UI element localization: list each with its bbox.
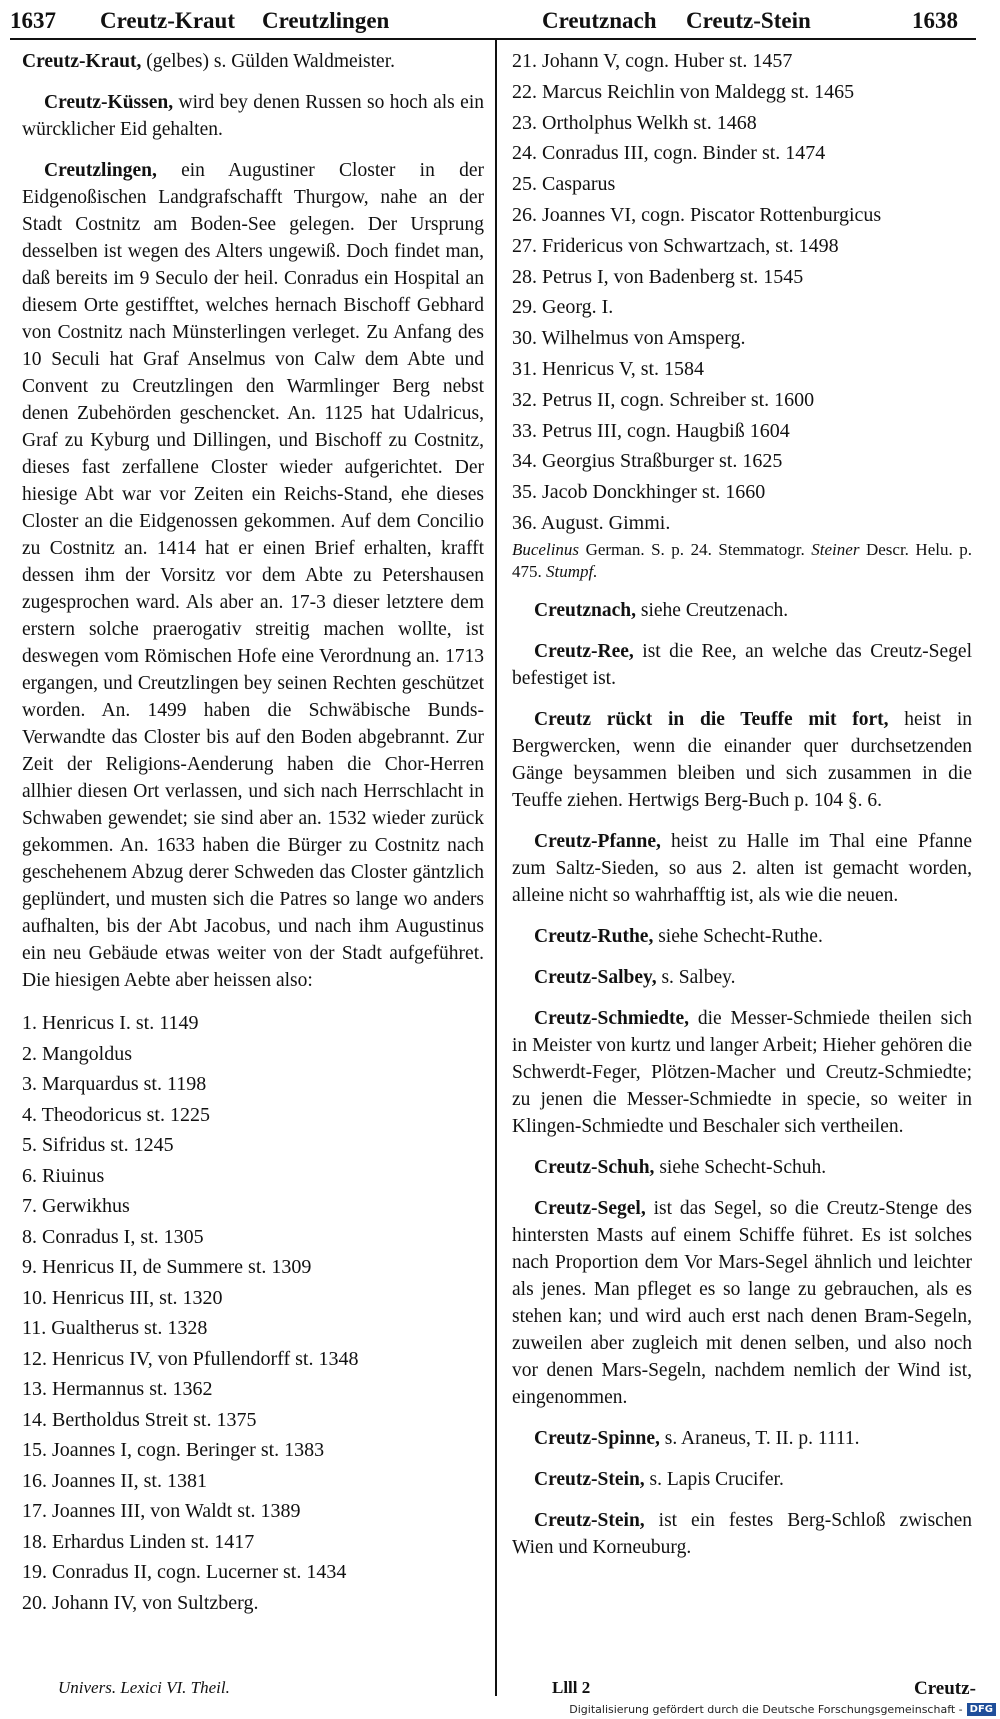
entry-creutz-stein-2 <box>512 1507 972 1561</box>
list-item: 22. Marcus Reichlin von Maldegg st. 1465 <box>512 80 855 103</box>
citation-text: German. S. p. 24. Stemmatogr. <box>579 539 812 559</box>
header-rule <box>10 38 976 40</box>
citation <box>512 539 972 583</box>
list-item: 35. Jacob Donckhinger st. 1660 <box>512 481 766 504</box>
entry-text: ein Augustiner Closter in der Eidgenoßischen Landgrafschafft Thurgow, nahe an der Stadt Costnitz am Boden-See gelegen. Der Ursprung desselben ist wegen des Alters ungewiß. Doch findet man, daß bereits im 9 Seculo der heil. Conradus ein Hospital an diesem Orte gestifftet, welches hernach Bischoff Gebhard von Costnitz nach Münsterlingen verleget. Zu Anfang des 10 Seculi hat Graf Anselmus von Calw dem Abte und Convent zu Creutzlingen den Warmlinger Berg nebst denen Zubehörden geschencket. An. 1125 hat Udalricus, Graf zu Kyburg und Dillingen, und Bischoff zu Costnitz, dieses fast zerfallene Closter wieder aufgerichtet. Der hiesige Abt war vor Zeiten ein Reichs-Stand, ehe dieses Closter an die Eidgenossen gekommen. Auf dem Concilio zu Costnitz an. 1414 hat er einen Brief erhalten, krafft dessen ihm der Vorsitz vor dem Abte zu Petershausen zugesprochen ward. Als aber an. 17-3 dieser letztere dem erstern solche praerogativ streitig machen wollte, ist deswegen vom Römischen Hofe eine Verordnung an. 1713 ergangen, und Creutzlingen bey seinen Rechten geschützet worden. An. 1499 haben die Schwäbische Bunds-Verwandte das Closter bis auf den Boden abgebrannt. Zur Zeit der Religions-Aenderung haben die Chor-Herren allhier diesen Ort verlassen, und sich nach Herrschlacht in Schwaben gewendet; sie sind aber an. 1532 wieder zurück gekommen. An. 1633 haben die Bürger zu Costnitz nach geschehenem Abzug derer Schweden das Closter gäntzlich geplündert, und musten sich die Patres so lange wo anders aufhalten, bis der Abt Jacobus, und nach ihm Augustinus ein neu Gebäude etwas weiter von der Stadt aufgeführet. Die hiesigen Aebte aber heissen also: <box>22 160 484 991</box>
list-item: 20. Johann IV, von Sultzberg. <box>22 1591 259 1614</box>
lemma: Creutz-Schuh, <box>534 1156 655 1178</box>
list-item: 2. Mangoldus <box>22 1042 132 1065</box>
header-word-left-2: Creutzlingen <box>262 8 390 33</box>
entry-creutz-stein-1 <box>512 1466 972 1493</box>
entry-creutz-ree <box>512 638 972 692</box>
lemma: Creutzlingen, <box>44 160 157 181</box>
list-item: 30. Wilhelmus von Amsperg. <box>512 327 746 350</box>
list-item: 24. Conradus III, cogn. Binder st. 1474 <box>512 142 826 165</box>
signature-mark: Llll 2 <box>552 1678 591 1697</box>
list-item: 32. Petrus II, cogn. Schreiber st. 1600 <box>512 388 815 411</box>
list-item: 31. Henricus V, st. 1584 <box>512 357 705 380</box>
entry-text: siehe Schecht-Ruthe. <box>653 925 823 947</box>
list-item: 12. Henricus IV, von Pfullendorff st. 1348 <box>22 1347 359 1370</box>
lemma: Creutz-Spinne, <box>534 1427 660 1449</box>
footer-text: Digitalisierung gefördert durch die Deutsche Forschungsgemeinschaft - <box>569 1703 963 1716</box>
list-item: 3. Marquardus st. 1198 <box>22 1073 207 1095</box>
list-item: 7. Gerwikhus <box>22 1195 130 1217</box>
list-item: 11. Gualtherus st. 1328 <box>22 1317 208 1339</box>
header-word-left-1: Creutz-Kraut <box>100 8 235 33</box>
list-item: 25. Casparus <box>512 173 616 196</box>
entry-text: (gelbes) s. Gülden Waldmeister. <box>141 51 396 72</box>
lemma: Creutz-Pfanne, <box>534 830 661 852</box>
entry-text: heist zu Halle im Thal eine Pfanne zum Saltz-Sieden, so aus 2. alten ist gemacht worden, alleine nicht so wahrhafftig ist, als wie die neuen. <box>512 830 972 906</box>
page-number-left: 1637 <box>10 8 56 33</box>
citation-author: Stumpf. <box>546 561 598 581</box>
entry-text: die Messer-Schmiede theilen sich in Meister von kurtz und langer Arbeit; Hieher gehören die Schwerdt-Feger, Plötzen-Macher und Creutz-Schmiedte; zu jenen die Messer-Schmiedte in specie, so weiter in Klingen-Schmiedte und Beschaler sich vertheilen. <box>512 1007 972 1137</box>
list-item: 29. Georg. I. <box>512 296 614 319</box>
abbot-list-left <box>22 1008 484 1618</box>
list-item: 16. Joannes II, st. 1381 <box>22 1469 207 1492</box>
header-word-right-1: Creutznach <box>542 8 657 33</box>
list-item: 4. Theodoricus st. 1225 <box>22 1103 210 1126</box>
list-item: 6. Riuinus <box>22 1164 105 1187</box>
volume-signature: Univers. Lexici VI. Theil. <box>58 1678 230 1697</box>
entry-text: ist das Segel, so die Creutz-Stenge des hintersten Masts auf einem Schiffe führet. Es ist solches nach Proportion dem Vor Mars-Segel ähnlich und leichter als jenes. Man pfleget es so lange zu gebrauchen, als es stehen kan; und wird auch erst nach denen Bram-Segeln, zuweilen aber zugleich mit denen selben, und also noch vor denen Mars-Segeln, nachdem nemlich der Wind ist, eingenommen. <box>512 1197 972 1408</box>
lemma: Creutz-Salbey, <box>534 966 657 988</box>
lemma: Creutz-Küssen, <box>44 92 174 113</box>
entry-text: heist in Bergwercken, wenn die einander quer durchsetzenden Gänge beysammen bleiben und sich zusammen in die Teuffe ziehen. Hertwigs Berg-Buch p. 104 §. 6. <box>512 708 972 811</box>
list-item: 23. Ortholphus Welkh st. 1468 <box>512 111 757 134</box>
list-item: 8. Conradus I, st. 1305 <box>22 1225 204 1248</box>
list-item: 5. Sifridus st. 1245 <box>22 1134 174 1156</box>
entry-creutz-salbey <box>512 964 972 991</box>
list-item: 15. Joannes I, cogn. Beringer st. 1383 <box>22 1439 325 1461</box>
entry-text: ist die Ree, an welche das Creutz-Segel befestiget ist. <box>512 640 972 689</box>
entry-creutz-spinne <box>512 1425 972 1452</box>
list-item: 34. Georgius Straßburger st. 1625 <box>512 450 783 473</box>
lemma: Creutz-Stein, <box>534 1468 645 1490</box>
list-item: 28. Petrus I, von Badenberg st. 1545 <box>512 265 804 288</box>
entry-creutz-ruthe <box>512 923 972 950</box>
entry-text: siehe Creutzenach. <box>636 599 789 621</box>
dfg-logo: DFG <box>967 1703 996 1716</box>
entry-creutz-kuessen <box>22 89 484 143</box>
citation-author: Steiner <box>811 539 860 559</box>
entry-creutz-rueckt <box>512 706 972 814</box>
lemma: Creutz rückt in die Teuffe mit fort, <box>534 708 889 730</box>
header-word-right-2: Creutz-Stein <box>686 8 811 33</box>
list-item: 36. August. Gimmi. <box>512 511 671 534</box>
lemma: Creutz-Kraut, <box>22 51 142 72</box>
lemma: Creutznach, <box>534 599 637 621</box>
entry-creutz-segel <box>512 1195 972 1411</box>
list-item: 33. Petrus III, cogn. Haugbiß 1604 <box>512 419 790 442</box>
entry-text: s. Araneus, T. II. p. 1111. <box>659 1427 860 1449</box>
abbot-list-right <box>512 46 972 539</box>
list-item: 17. Joannes III, von Waldt st. 1389 <box>22 1500 301 1522</box>
page-number-right: 1638 <box>912 8 958 33</box>
list-item: 13. Hermannus st. 1362 <box>22 1378 213 1400</box>
entry-creutznach <box>512 597 972 624</box>
column-rule <box>495 40 497 1696</box>
catchword: Creutz- <box>914 1678 976 1699</box>
entry-creutzlingen <box>22 157 484 994</box>
lemma: Creutz-Ree, <box>534 640 634 662</box>
list-item: 9. Henricus II, de Summere st. 1309 <box>22 1256 312 1278</box>
citation-author: Bucelinus <box>512 539 580 559</box>
left-column <box>22 48 484 1618</box>
lemma: Creutz-Segel, <box>534 1197 646 1219</box>
list-item: 19. Conradus II, cogn. Lucerner st. 1434 <box>22 1561 347 1583</box>
running-header <box>10 6 988 38</box>
citation-text: Descr. Helu. p. 475. <box>512 539 972 581</box>
entry-text: s. Lapis Crucifer. <box>644 1468 784 1490</box>
list-item: 14. Bertholdus Streit st. 1375 <box>22 1408 257 1431</box>
entry-text: wird bey denen Russen so hoch als ein würcklicher Eid gehalten. <box>22 92 484 140</box>
entry-creutz-schuh <box>512 1154 972 1181</box>
list-item: 10. Henricus III, st. 1320 <box>22 1286 223 1309</box>
list-item: 1. Henricus I. st. 1149 <box>22 1012 199 1034</box>
list-item: 18. Erhardus Linden st. 1417 <box>22 1530 255 1553</box>
entry-creutz-pfanne <box>512 828 972 909</box>
lemma: Creutz-Stein, <box>534 1509 645 1531</box>
entry-text: s. Salbey. <box>656 966 736 988</box>
digitization-footer <box>560 1700 1000 1719</box>
entry-text: ist ein festes Berg-Schloß zwischen Wien und Korneuburg. <box>512 1509 972 1558</box>
entry-creutz-kraut <box>22 48 484 75</box>
entry-creutz-schmiedte <box>512 1005 972 1140</box>
lemma: Creutz-Schmiedte, <box>534 1007 690 1029</box>
right-column <box>512 46 972 1575</box>
list-item: 21. Johann V, cogn. Huber st. 1457 <box>512 50 793 72</box>
lemma: Creutz-Ruthe, <box>534 925 654 947</box>
entry-text: siehe Schecht-Schuh. <box>654 1156 827 1178</box>
list-item: 27. Fridericus von Schwartzach, st. 1498 <box>512 234 839 257</box>
list-item: 26. Joannes VI, cogn. Piscator Rottenburgicus <box>512 203 882 226</box>
